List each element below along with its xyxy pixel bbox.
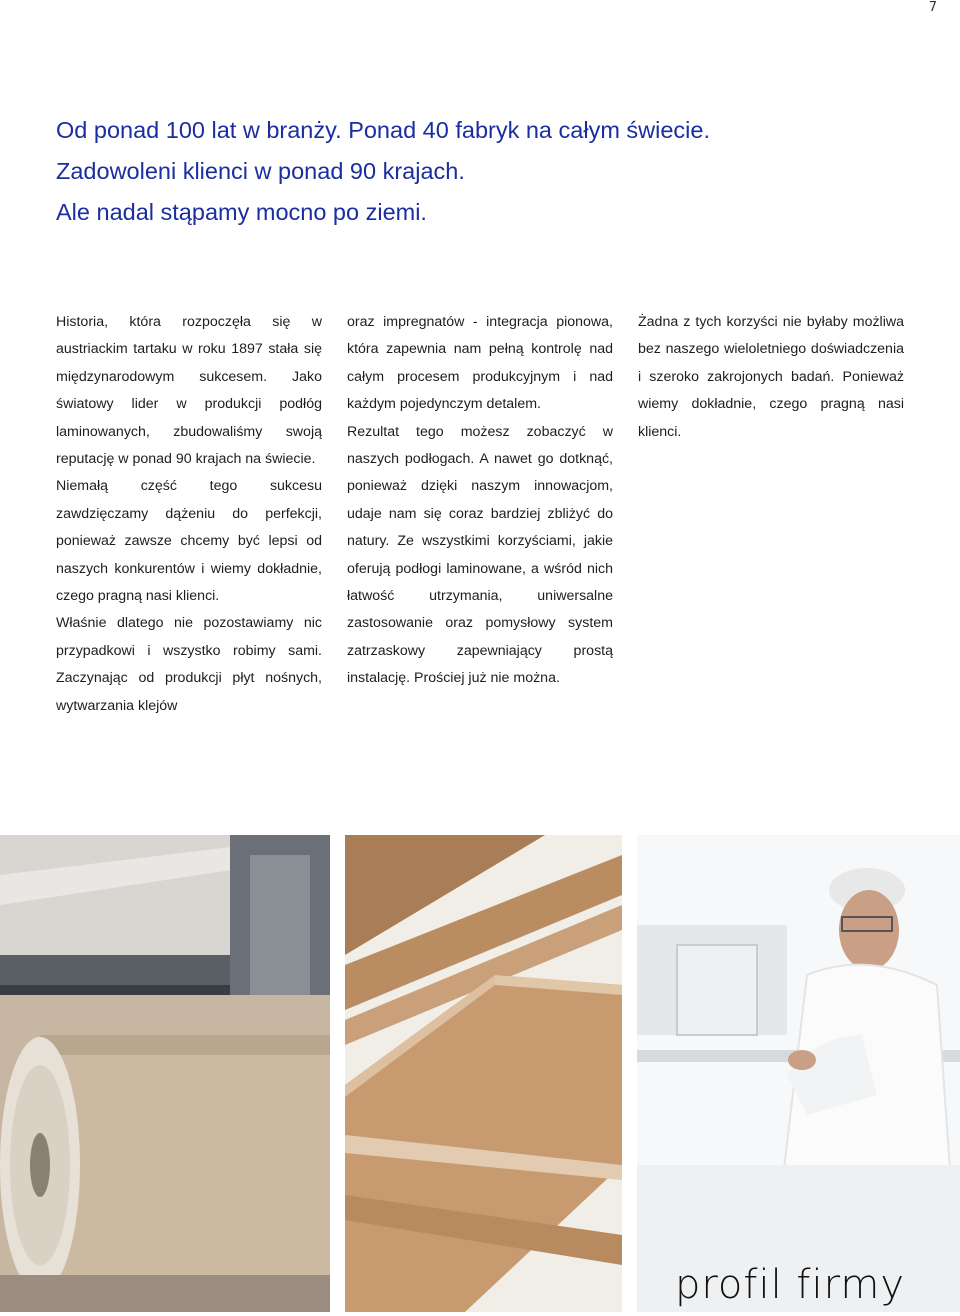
headline-line-3: Ale nadal stąpamy mocno po ziemi. — [56, 199, 427, 225]
text-column-1 — [56, 309, 322, 720]
headline — [56, 110, 916, 233]
text-column-3 — [638, 309, 904, 446]
lab-scientist-photo — [637, 835, 960, 1312]
paragraph: Historia, która rozpoczęła się w austriackim tartaku w roku 1897 stała się międzynarodowym sukcesem. Jako światowy lider w produkcji podłóg laminowanych, zbudowaliśmy swoją reputację w ponad 90 krajach na świecie. — [56, 314, 322, 468]
paragraph: oraz impregnatów - integracja pionowa, która zapewnia nam pełną kontrolę nad całym procesem produkcyjnym i nad każdym pojedynczym detalem. — [347, 314, 613, 413]
section-title: profil firmy — [674, 1262, 905, 1308]
paragraph: Właśnie dlatego nie pozostawiamy nic przypadkowi i wszystko robimy sami. Zaczynając od produkcji płyt nośnych, wytwarzania klejów — [56, 615, 322, 714]
boards-illustration — [345, 835, 622, 1312]
paper-roll-machine-photo — [0, 835, 330, 1312]
lab-illustration — [637, 835, 960, 1312]
stacked-boards-photo — [345, 835, 622, 1312]
text-column-2 — [347, 309, 613, 693]
paper-roll-illustration — [0, 835, 330, 1312]
paragraph: Niemałą część tego sukcesu zawdzięczamy dążeniu do perfekcji, ponieważ zawsze chcemy być lepsi od naszych konkurentów i wiemy dokładnie, czego pragną nasi klienci. — [56, 478, 322, 605]
page-number: 7 — [928, 0, 937, 15]
headline-line-1: Od ponad 100 lat w branży. Ponad 40 fabryk na całym świecie. — [56, 117, 711, 143]
headline-line-2: Zadowoleni klienci w ponad 90 krajach. — [56, 158, 465, 184]
paragraph: Żadna z tych korzyści nie byłaby możliwa bez naszego wieloletniego doświadczenia i szeroko zakrojonych badań. Ponieważ wiemy dokładnie, czego pragną nasi klienci. — [638, 314, 904, 440]
paragraph: Rezultat tego możesz zobaczyć w naszych podłogach. A nawet go dotknąć, ponieważ dzięki naszym innowacjom, udaje nam się coraz bardziej zbliżyć do natury. Ze wszystkimi korzyściami, jakie oferują podłogi laminowane, a wśród nich łatwość utrzymania, uniwersalne zastosowanie oraz pomysłowy system zatrzaskowy zapewniający prostą instalację. Prościej już nie można. — [347, 423, 613, 687]
